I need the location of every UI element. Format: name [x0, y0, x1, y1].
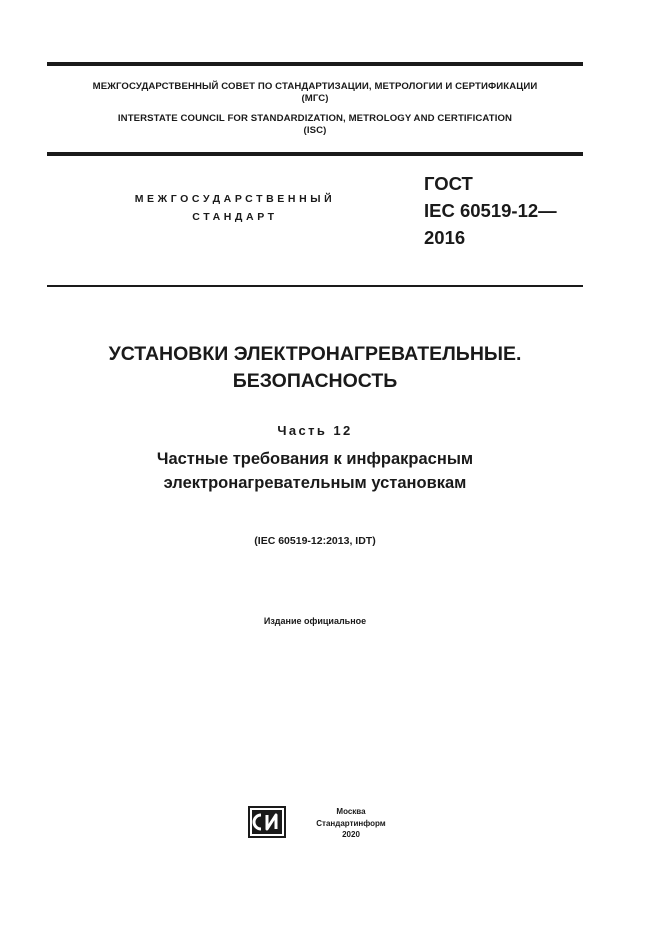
council-abbr-en: (ISC) [303, 125, 327, 136]
council-name-ru: МЕЖГОСУДАРСТВЕННЫЙ СОВЕТ ПО СТАНДАРТИЗАЦИИ, МЕТРОЛОГИИ И СЕРТИФИКАЦИИ [92, 81, 538, 92]
header-bottom-rule [47, 152, 583, 156]
iec-reference: (IEC 60519-12:2013, IDT) [254, 535, 376, 547]
publisher-city: Москва [336, 807, 366, 816]
title-line2: БЕЗОПАСНОСТЬ [232, 370, 398, 392]
subtitle-line1: Частные требования к инфракрасным [156, 450, 474, 468]
designation-line2: IEC 60519-12— [424, 200, 557, 221]
part-heading [47, 423, 583, 438]
document-subtitle [47, 447, 583, 495]
standard-designation [424, 170, 594, 251]
council-header-ru [47, 81, 583, 105]
title-line1: УСТАНОВКИ ЭЛЕКТРОНАГРЕВАТЕЛЬНЫЕ. [108, 343, 522, 365]
document-title [47, 341, 583, 395]
publisher-block [296, 806, 406, 841]
standard-kind-line2: СТАНДАРТ [192, 211, 278, 223]
subtitle-line2: электронагревательным установкам [163, 474, 467, 492]
top-rule [47, 62, 583, 66]
part-label: Часть [277, 423, 328, 438]
designation-line3: 2016 [424, 227, 466, 248]
standard-kind-line1: МЕЖГОСУДАРСТВЕННЫЙ [134, 193, 336, 205]
publisher-name: Стандартинформ [316, 818, 386, 828]
council-header-en [47, 113, 583, 137]
designation-line1: ГОСТ [424, 173, 473, 194]
designation-bottom-rule [47, 285, 583, 287]
part-number: 12 [333, 423, 353, 438]
publisher-year: 2020 [342, 830, 360, 839]
council-abbr-ru: (МГС) [301, 93, 329, 104]
edition-note: Издание официальное [263, 616, 367, 626]
publisher-logo-icon [248, 806, 286, 838]
standard-kind [100, 190, 370, 226]
council-name-en: INTERSTATE COUNCIL FOR STANDARDIZATION, METROLOGY AND CERTIFICATION [117, 113, 513, 124]
